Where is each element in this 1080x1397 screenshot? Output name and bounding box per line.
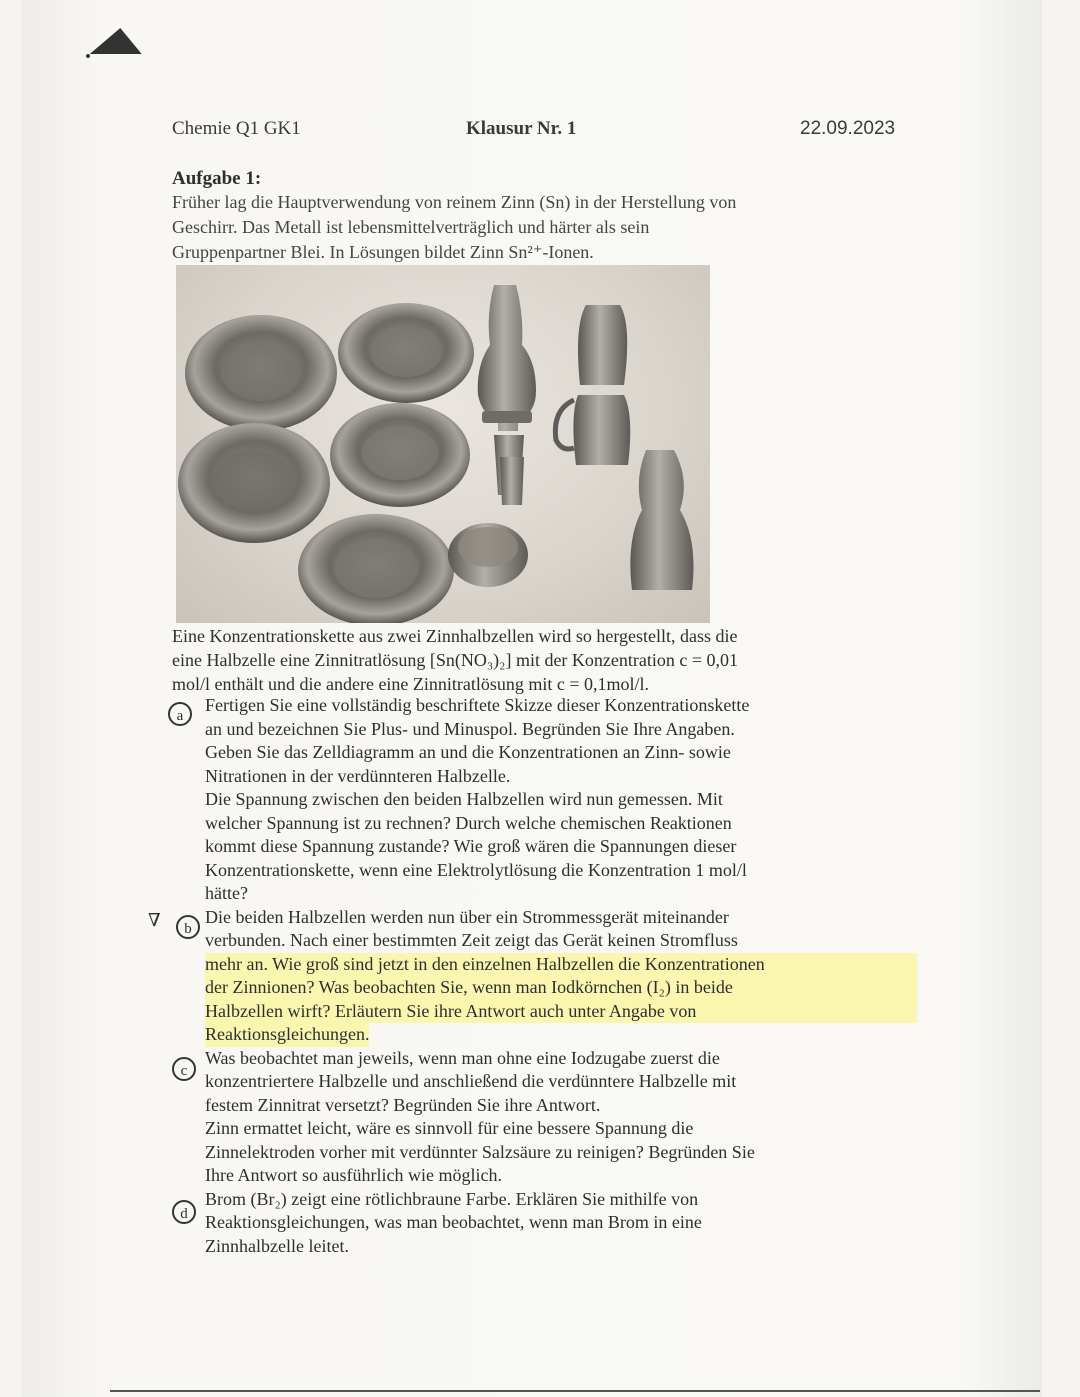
marker-d: d [172,1200,196,1224]
task-a-line: kommt diese Spannung zustande? Wie groß wären die Spannungen dieser [205,836,737,856]
task-b-line-highlighted: der Zinnionen? Was beobachten Sie, wenn man Iodkörnchen (I₂) in beide [205,976,917,1000]
para-line: mol/l enthält und die andere eine Zinnitratlösung mit c = 0,1mol/l. [172,674,650,694]
task-c-line: Zinn ermattet leicht, wäre es sinnvoll für eine bessere Spannung die [205,1118,694,1138]
marker-b: b [176,915,200,939]
task-a-line: welcher Spannung ist zu rechnen? Durch welche chemischen Reaktionen [205,812,732,833]
task-b-line-highlighted: Halbzellen wirft? Erläutern Sie ihre Antwort auch unter Angabe von [205,1000,917,1024]
intro-line: Früher lag die Hauptverwendung von reinem Zinn (Sn) in der Herstellung von [172,192,737,212]
task-title: Aufgabe 1: [172,168,262,189]
intro-line: Geschirr. Das Metall ist lebensmittelverträglich und härter als sein [172,217,650,237]
task-b-line: verbunden. Nach einer bestimmten Zeit zeigt das Gerät keinen Stromfluss [205,930,738,950]
marker-c: c [172,1057,196,1081]
task-b [205,906,917,1047]
task-a-line: Konzentrationskette, wenn eine Elektrolytlösung die Konzentration 1 mol/l [205,859,747,880]
task-d-line: Reaktionsgleichungen, was man beobachtet, wenn man Brom in eine [205,1212,702,1232]
task-a-line: Nitrationen in der verdünnteren Halbzelle. [205,765,511,786]
task-c [205,1047,917,1188]
task-c-line: Zinnelektroden vorher mit verdünnter Salzsäure zu reinigen? Begründen Sie [205,1141,755,1162]
coffee-pot [630,450,693,590]
task-a [205,694,917,906]
task-a-line: Die Spannung zwischen den beiden Halbzellen wird nun gemessen. Mit [205,789,723,809]
task-b-line-highlighted: mehr an. Wie groß sind jetzt in den einzelnen Halbzellen die Konzentrationen [205,953,917,977]
task-c-line: Ihre Antwort so ausführlich wie möglich. [205,1165,502,1185]
tankard-2 [573,395,630,465]
task-c-line: konzentriertere Halbzelle und anschließend die verdünntere Halbzelle mit [205,1071,737,1091]
concentration-cell-description [172,624,917,696]
task-d [205,1188,917,1259]
jug-tall [478,285,536,431]
pewter-tableware-photo [176,265,710,623]
corner-dot-mark [86,54,90,58]
intro-line: Gruppenpartner Blei. In Lösungen bildet Zinn Sn²⁺-Ionen. [172,242,594,262]
task-d-line: Brom (Br₂) zeigt eine rötlichbraune Farbe. Erklären Sie mithilfe von [205,1188,699,1209]
cup-small [500,457,524,505]
task-a-line: an und bezeichnen Sie Plus- und Minuspol. Begründen Sie Ihre Angaben. [205,718,735,739]
task-a-line: Fertigen Sie eine vollständig beschriftete Skizze dieser Konzentrationskette [205,695,750,715]
task-a-line: Geben Sie das Zelldiagramm an und die Konzentrationen an Zinn- sowie [205,742,731,762]
task-a-line: hätte? [205,883,248,903]
task-list [205,694,917,1258]
pewter-photo-illustration [176,265,710,623]
tankard-1 [578,305,627,385]
task-c-line: festem Zinnitrat versetzt? Begründen Sie ihre Antwort. [205,1094,601,1115]
page-bottom-edge [110,1390,1040,1392]
nabla-margin-mark: ∇ [148,910,161,930]
task-c-line: Was beobachtet man jeweils, wenn man ohne eine Iodzugabe zuerst die [205,1047,720,1068]
marker-a: a [168,702,192,726]
task-d-line: Zinnhalbzelle leitet. [205,1235,349,1256]
intro-text [172,190,912,265]
para-line: Eine Konzentrationskette aus zwei Zinnhalbzellen wird so hergestellt, dass die [172,626,738,646]
task-b-line-highlighted: Reaktionsgleichungen. [205,1023,369,1047]
para-line: eine Halbzelle eine Zinnitratlösung [Sn(NO₃)₂] mit der Konzentration c = 0,01 [172,650,739,670]
task-b-line: Die beiden Halbzellen werden nun über ein Strommessgerät miteinander [205,906,729,927]
header-exam-title: Klausur Nr. 1 [466,118,577,139]
header-date: 22.09.2023 [800,118,896,139]
corner-triangle-mark [90,28,147,54]
header-course: Chemie Q1 GK1 [172,118,301,139]
